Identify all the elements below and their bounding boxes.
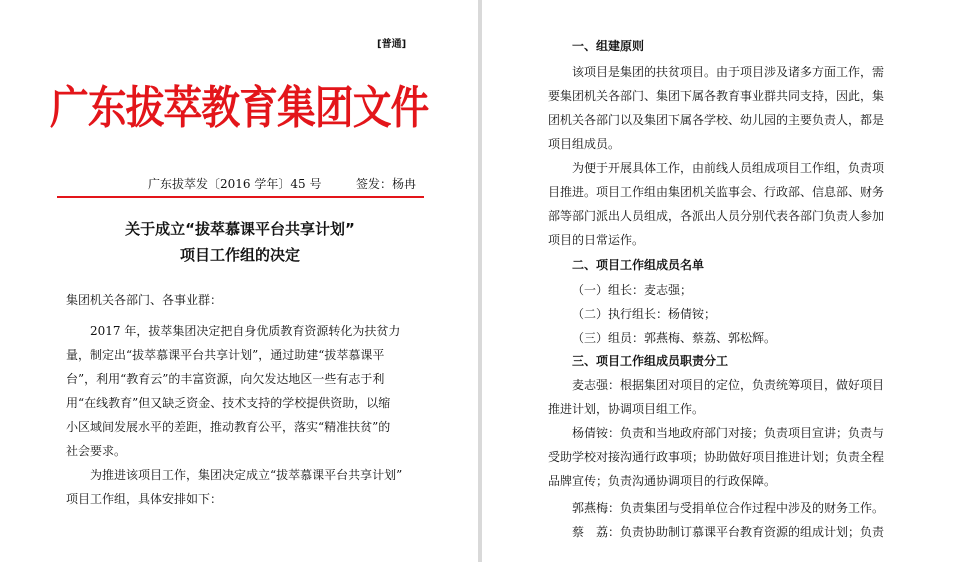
body-line: 该项目是集团的扶贫项目。由于项目涉及诸多方面工作，需: [572, 65, 885, 79]
body-line: 社会要求。: [66, 444, 127, 458]
body-line: 项目的日常运作。: [548, 233, 645, 247]
organization-title: 广东拔萃教育集团文件: [50, 81, 429, 134]
subject-title-line-1: 关于成立“拔萃慕课平台共享计划”: [125, 220, 355, 238]
member-line: （三）组员：郭燕梅、蔡荔、郭松辉。: [572, 331, 777, 345]
body-line: 项目工作组，具体安排如下：: [66, 492, 223, 506]
body-line: 品牌宣传；负责沟通协调项目的行政保障。: [548, 474, 777, 488]
body-line: 推进计划，协调项目组工作。: [548, 402, 705, 416]
body-line: 郭燕梅：负责集团与受捐单位合作过程中涉及的财务工作。: [572, 501, 885, 515]
subject-title-line-2: 项目工作组的决定: [179, 246, 300, 264]
body-line: 项目组成员。: [548, 137, 621, 151]
body-line: 团机关各部门以及集团下属各学校、幼儿园的主要负责人，都是: [548, 113, 885, 127]
body-line: 要集团机关各部门、集团下属各教育事业群共同支持，因此，集: [548, 89, 885, 103]
body-line: 蔡 荔：负责协助制订慕课平台教育资源的组成计划；负责: [572, 525, 885, 539]
body-line: 量，制定出“拔萃慕课平台共享计划”，通过助建“拔萃慕课平: [66, 348, 385, 362]
body-line: 受助学校对接沟通行政事项；协助做好项目推进计划；负责全程: [548, 450, 885, 464]
addressee-line: 集团机关各部门、各事业群：: [66, 293, 223, 307]
classification-label: [普通]: [377, 39, 407, 50]
body-line: 部等部门派出人员组成，各派出人员分别代表各部门负责人参加: [548, 209, 885, 223]
body-line: 杨倩铵：负责和当地政府部门对接；负责项目宣讲；负责与: [572, 426, 885, 440]
body-line: 目推进。项目工作组由集团机关监事会、行政部、信息部、财务: [548, 185, 885, 199]
red-divider-line: [57, 196, 424, 198]
body-line: 2017 年，拔萃集团决定把自身优质教育资源转化为扶贫力: [90, 324, 401, 338]
section-heading: 二、项目工作组成员名单: [572, 258, 705, 272]
member-line: （二）执行组长：杨倩铵；: [572, 307, 717, 321]
document-page-right: [482, 0, 956, 562]
member-line: （一）组长：麦志强；: [572, 283, 693, 297]
section-heading: 三、项目工作组成员职责分工: [572, 354, 729, 368]
body-line: 台”，利用“教育云”的丰富资源，向欠发达地区一些有志于利: [66, 372, 385, 386]
body-line: 小区域间发展水平的差距，推动教育公平，落实“精准扶贫”的: [66, 420, 391, 434]
body-line: 麦志强：根据集团对项目的定位，负责统筹项目，做好项目: [572, 378, 885, 392]
body-line: 为推进该项目工作，集团决定成立“拔萃慕课平台共享计划”: [90, 468, 403, 482]
signer-label: 签发：杨冉: [356, 177, 417, 191]
section-heading: 一、组建原则: [572, 39, 645, 53]
body-line: 用“在线教育”但又缺乏资金、技术支持的学校提供资助，以缩: [66, 396, 391, 410]
document-number: 广东拔萃发〔2016 学年〕45 号: [148, 177, 322, 191]
body-line: 为便于开展具体工作，由前线人员组成项目工作组，负责项: [572, 161, 885, 175]
